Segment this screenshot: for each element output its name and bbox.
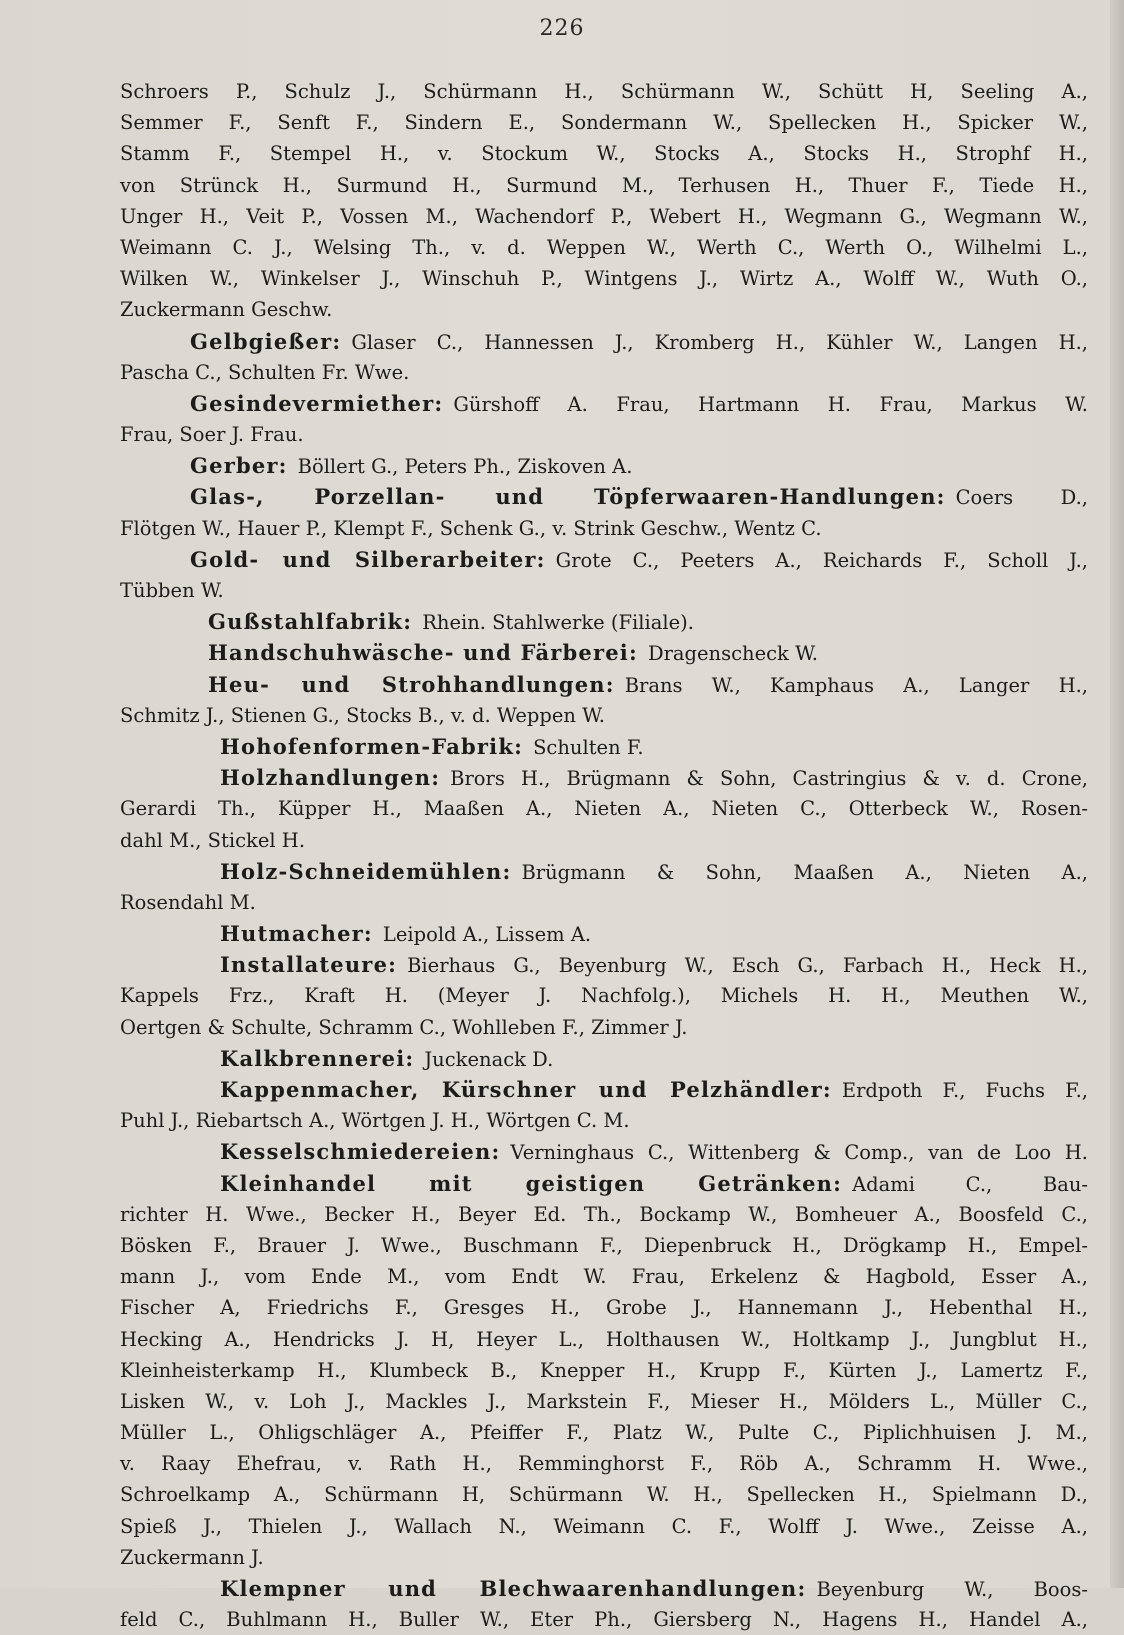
category-entry — [120, 450, 1088, 481]
category-entry — [120, 918, 1088, 949]
entry-names: Adami C., Bau- — [852, 1172, 1089, 1196]
category-heading: Kappenmacher, Kürschner und Pelzhändler: — [220, 1077, 832, 1102]
text-line — [120, 201, 1088, 232]
line-text: Müller L., Ohligschläger A., Pfeiffer F., Platz W., Pulte C., Piplichhuisen J. M., — [120, 1421, 1088, 1445]
text-line — [120, 1324, 1088, 1355]
entry-names: Dragenscheck W. — [647, 642, 818, 666]
category-heading: Gerber: — [190, 453, 288, 479]
category-entry — [120, 1136, 1088, 1167]
category-entry — [120, 1573, 1088, 1604]
entry-names: Glaser C., Hannessen J., Kromberg H., Kühler W., Langen H., — [351, 330, 1088, 354]
category-entry — [120, 481, 1088, 512]
text-line — [120, 107, 1088, 138]
category-heading: Installateure: — [220, 952, 398, 978]
category-heading: Kesselschmiedereien: — [220, 1139, 501, 1165]
category-entry — [120, 606, 1088, 637]
line-text: Lisken W., v. Loh J., Mackles J., Markstein F., Mieser H., Mölders L., Müller C., — [120, 1389, 1088, 1413]
text-line — [120, 1292, 1088, 1323]
text-line — [120, 357, 1088, 388]
category-heading: Gußstahlfabrik: — [208, 609, 413, 635]
text-line — [120, 1511, 1088, 1542]
category-entry — [120, 1074, 1088, 1105]
category-entry — [120, 326, 1088, 357]
category-entry — [120, 949, 1088, 980]
line-text: von Strünck H., Surmund H., Surmund M., Terhusen H., Thuer F., Tiede H., — [120, 173, 1088, 197]
entry-names: Bierhaus G., Beyenburg W., Esch G., Farbach H., Heck H., — [407, 954, 1088, 978]
entry-names: Brors H., Brügmann & Sohn, Castringius & v. d. Crone, — [450, 767, 1088, 791]
line-text: Wilken W., Winkelser J., Winschuh P., Wintgens J., Wirtz A., Wolff W., Wuth O., — [120, 267, 1088, 291]
entry-names: Gürshoff A. Frau, Hartmann H. Frau, Markus W. — [453, 392, 1088, 416]
line-text: Zuckermann J. — [120, 1545, 264, 1569]
text-line — [120, 1012, 1088, 1043]
entry-names: Coers D., — [955, 486, 1088, 510]
category-heading: Gold- und Silberarbeiter: — [190, 546, 546, 572]
text-line — [120, 1355, 1088, 1386]
category-entry — [120, 669, 1088, 700]
category-entry — [120, 731, 1088, 762]
text-line — [120, 575, 1088, 606]
text-line — [120, 232, 1088, 263]
text-line — [120, 1542, 1088, 1573]
line-text: Kappels Frz., Kraft H. (Meyer J. Nachfolg.), Michels H. H., Meuthen W., — [120, 984, 1088, 1008]
category-entry — [120, 388, 1088, 419]
text-line — [120, 980, 1088, 1011]
line-text: feld C., Buhlmann H., Buller W., Eter Ph., Giersberg N., Hagens H., Handel A., — [120, 1608, 1088, 1632]
line-text: Unger H., Veit P., Vossen M., Wachendorf P., Webert H., Wegmann G., Wegmann W., — [120, 204, 1088, 228]
line-text: Zuckermann Geschw. — [120, 298, 333, 322]
line-text: Spieß J., Thielen J., Wallach N., Weimann C. F., Wolff J. Wwe., Zeisse A., — [120, 1514, 1088, 1538]
text-line — [120, 1261, 1088, 1292]
text-line — [120, 1479, 1088, 1510]
category-entry — [120, 544, 1088, 575]
category-heading: Kleinhandel mit geistigen Getränken: — [220, 1170, 843, 1196]
line-text: v. Raay Ehefrau, v. Rath H., Remminghorst F., Röb A., Schramm H. Wwe., — [120, 1452, 1088, 1476]
category-entry — [120, 856, 1088, 887]
line-text: Stamm F., Stempel H., v. Stockum W., Stocks A., Stocks H., Strophf H., — [120, 142, 1088, 166]
line-text: Puhl J., Riebartsch A., Wörtgen J. H., Wörtgen C. M. — [120, 1109, 630, 1133]
entry-names: Verninghaus C., Wittenberg & Comp., van de Loo H. — [510, 1141, 1088, 1165]
entry-names: Brügmann & Sohn, Maaßen A., Nieten A., — [521, 860, 1088, 884]
entry-names: Grote C., Peeters A., Reichards F., Scholl J., — [555, 548, 1088, 572]
entry-names: Erdpoth F., Fuchs F., — [841, 1079, 1088, 1102]
entry-names: Beyenburg W., Boos- — [816, 1578, 1089, 1601]
entry-names: Böllert G., Peters Ph., Ziskoven A. — [297, 455, 633, 479]
line-text: mann J., vom Ende M., vom Endt W. Frau, Erkelenz & Hagbold, Esser A., — [120, 1265, 1088, 1289]
text-line — [120, 1448, 1088, 1479]
text-line — [120, 793, 1088, 824]
text-line — [120, 263, 1088, 294]
entry-names: Leipold A., Lissem A. — [382, 923, 592, 947]
category-heading: Holz-Schneidemühlen: — [220, 858, 512, 884]
category-heading: Handschuhwäsche- und Färberei: — [208, 640, 638, 666]
line-text: dahl M., Stickel H. — [120, 828, 306, 852]
line-text: Semmer F., Senft F., Sindern E., Sondermann W., Spellecken H., Spicker W., — [120, 111, 1088, 135]
directory-content — [120, 76, 1088, 1635]
page-edge-shadow — [1110, 0, 1124, 1588]
text-line — [120, 1105, 1088, 1136]
page-number: 226 — [539, 16, 585, 41]
entry-names: Brans W., Kamphaus A., Langer H., — [624, 673, 1088, 697]
category-heading: Glas-, Porzellan- und Töpferwaaren-Handlungen: — [190, 484, 946, 510]
line-text: Tübben W. — [120, 579, 224, 602]
category-heading: Klempner und Blechwaarenhandlungen: — [220, 1576, 807, 1601]
text-line — [120, 1386, 1088, 1417]
line-text: Gerardi Th., Küpper H., Maaßen A., Nieten A., Nieten C., Otterbeck W., Rosen- — [120, 797, 1088, 821]
category-heading: Hutmacher: — [220, 921, 373, 947]
line-text: Schroelkamp A., Schürmann H, Schürmann W. H., Spellecken H., Spielmann D., — [120, 1483, 1088, 1507]
entry-names: Juckenack D. — [424, 1047, 554, 1071]
text-line — [120, 1199, 1088, 1230]
text-line — [120, 294, 1088, 325]
line-text: Fischer A, Friedrichs F., Gresges H., Grobe J., Hannemann J., Hebenthal H., — [120, 1296, 1088, 1320]
category-heading: Holzhandlungen: — [220, 765, 441, 791]
line-text: richter H. Wwe., Becker H., Beyer Ed. Th., Bockamp W., Bomheuer A., Boosfeld C., — [120, 1202, 1088, 1226]
line-text: Hecking A., Hendricks J. H, Heyer L., Holthausen W., Holtkamp J., Jungblut H., — [120, 1327, 1088, 1351]
category-entry — [120, 1168, 1088, 1199]
line-text: Bösken F., Brauer J. Wwe., Buschmann F., Diepenbruck H., Drögkamp H., Empel- — [120, 1233, 1088, 1257]
line-text: Oertgen & Schulte, Schramm C., Wohlleben F., Zimmer J. — [120, 1015, 688, 1039]
text-line — [120, 1417, 1088, 1448]
entry-names: Rhein. Stahlwerke (Filiale). — [422, 611, 694, 635]
text-line — [120, 825, 1088, 856]
text-line — [120, 138, 1088, 169]
text-line — [120, 170, 1088, 201]
text-line — [120, 1230, 1088, 1261]
category-heading: Heu- und Strohhandlungen: — [208, 671, 615, 697]
entry-names: Schulten F. — [533, 735, 644, 759]
text-line — [120, 76, 1088, 107]
category-entry — [120, 1043, 1088, 1074]
line-text: Rosendahl M. — [120, 890, 256, 914]
text-line — [120, 419, 1088, 450]
category-heading: Gesindevermiether: — [190, 390, 444, 416]
line-text: Weimann C. J., Welsing Th., v. d. Weppen W., Werth C., Werth O., Wilhelmi L., — [120, 235, 1088, 259]
text-line — [120, 887, 1088, 918]
category-entry — [120, 762, 1088, 793]
line-text: Kleinheisterkamp H., Klumbeck B., Knepper H., Krupp F., Kürten J., Lamertz F., — [120, 1358, 1088, 1382]
text-line — [120, 513, 1088, 544]
line-text: Schroers P., Schulz J., Schürmann H., Schürmann W., Schütt H, Seeling A., — [120, 80, 1088, 103]
line-text: Schmitz J., Stienen G., Stocks B., v. d. Weppen W. — [120, 703, 605, 727]
line-text: Frau, Soer J. Frau. — [120, 423, 304, 447]
category-heading: Gelbgießer: — [190, 328, 342, 354]
category-entry — [120, 637, 1088, 668]
line-text: Flötgen W., Hauer P., Klempt F., Schenk G., v. Strink Geschw., Wentz C. — [120, 516, 822, 540]
category-heading: Hohofenformen-Fabrik: — [220, 733, 524, 759]
text-line — [120, 700, 1088, 731]
text-line — [120, 1604, 1088, 1635]
category-heading: Kalkbrennerei: — [220, 1045, 415, 1071]
line-text: Pascha C., Schulten Fr. Wwe. — [120, 360, 410, 384]
